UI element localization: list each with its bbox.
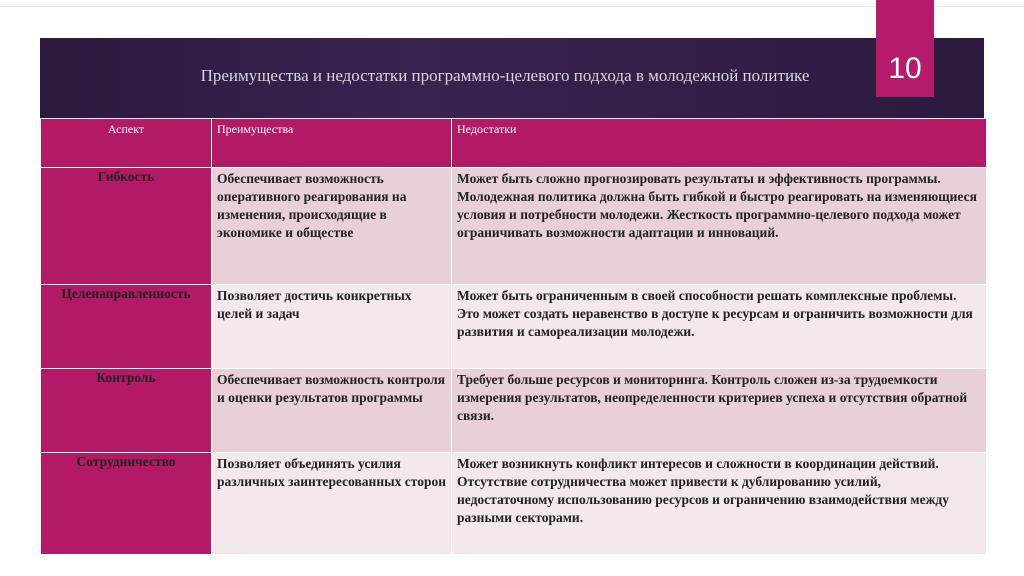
- row-aspect: Сотрудничество: [41, 453, 212, 555]
- table-row: [41, 285, 987, 369]
- page-number-badge: [876, 0, 934, 97]
- top-divider: [0, 6, 1024, 7]
- row-advantages: Обеспечивает возможность контроля и оценки результатов программы: [212, 369, 452, 453]
- row-aspect: Контроль: [41, 369, 212, 453]
- comparison-table: [40, 118, 987, 555]
- table-row: [41, 168, 987, 285]
- header-advantages: Преимущества: [212, 119, 452, 168]
- row-advantages: Позволяет достичь конкретных целей и задач: [212, 285, 452, 369]
- row-disadvantages: Может возникнуть конфликт интересов и сложности в координации действий. Отсутствие сотрудничества может привести к дублированию усилий, недостаточному использованию ресурсов и ограничению взаимодействия между разными секторами.: [452, 453, 987, 555]
- page-number: 10: [888, 52, 922, 85]
- table-row: [41, 369, 987, 453]
- header-disadvantages: Недостатки: [452, 119, 987, 168]
- row-disadvantages: Может быть ограниченным в своей способности решать комплексные проблемы. Это может создать неравенство в доступе к ресурсам и ограничить возможности для развития и самореализации молодежи.: [452, 285, 987, 369]
- row-disadvantages: Требует больше ресурсов и мониторинга. Контроль сложен из-за трудоемкости измерения результатов, неопределенности критериев успеха и отсутствия обратной связи.: [452, 369, 987, 453]
- row-aspect: Целенаправленность: [41, 285, 212, 369]
- row-disadvantages: Может быть сложно прогнозировать результаты и эффективность программы. Молодежная политика должна быть гибкой и быстро реагировать на изменяющиеся условия и потребности молодежи. Жесткость программно-целевого подхода может ограничивать возможности адаптации и инноваций.: [452, 168, 987, 285]
- row-advantages: Позволяет объединять усилия различных заинтересованных сторон: [212, 453, 452, 555]
- table-header-row: [41, 119, 987, 168]
- table-row: [41, 453, 987, 555]
- row-advantages: Обеспечивает возможность оперативного реагирования на изменения, происходящие в экономике и обществе: [212, 168, 452, 285]
- header-aspect: Аспект: [41, 119, 212, 168]
- slide-title: Преимущества и недостатки программно-целевого подхода в молодежной политике: [200, 66, 810, 85]
- row-aspect: Гибкость: [41, 168, 212, 285]
